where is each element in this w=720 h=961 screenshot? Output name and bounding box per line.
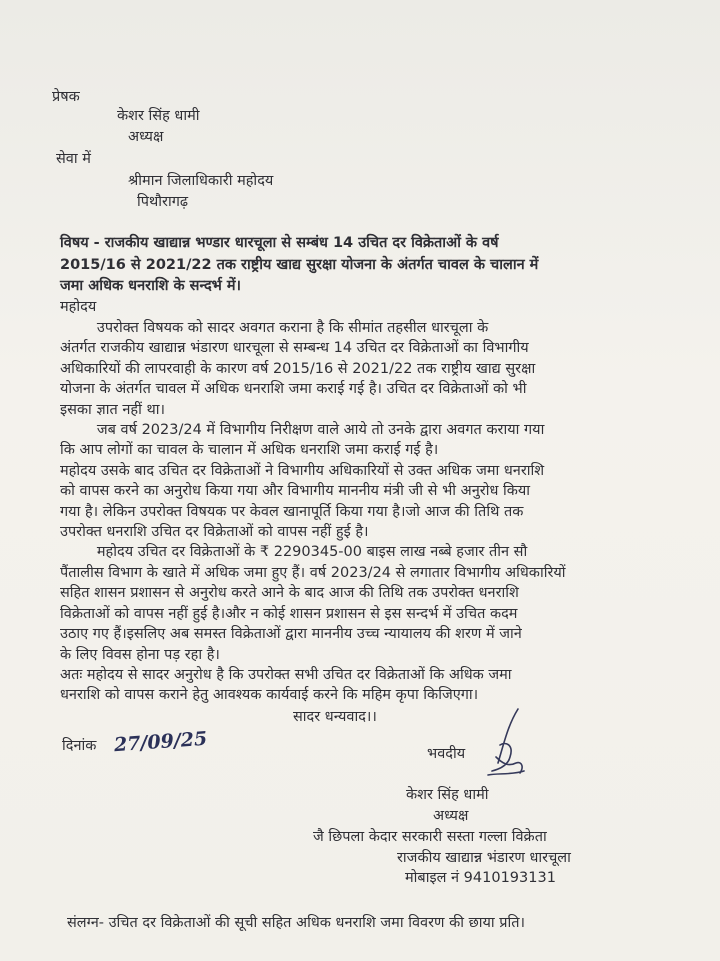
salutation: महोदय [60, 299, 97, 315]
body-line: महोदय उसके बाद उचित दर विक्रेताओं ने विभागीय अधिकारियों से उक्त अधिक जमा धनराशि [60, 462, 545, 479]
subject-line: जमा अधिक धनराशि के सन्दर्भ में। [60, 278, 242, 294]
recipient-name: श्रीमान जिलाधिकारी महोदय [128, 173, 274, 189]
date-label: दिनांक [62, 738, 97, 754]
body-line: के लिए विवस होना पड़ रहा है। [60, 646, 220, 663]
body-line: अधिकारियों की लापरवाही के कारण वर्ष 2015/16 से 2021/22 तक राष्ट्रीय खाद्य सुरक्षा [60, 360, 536, 377]
sender-title: अध्यक्ष [128, 129, 164, 145]
signature-image [478, 705, 538, 785]
body-line: इसका ज्ञात नहीं था। [60, 401, 165, 418]
subject-line: विषय - राजकीय खाद्यान्न भण्डार धारचूला से सम्बंध 14 उचित दर विक्रेताओं के वर्ष [60, 235, 499, 251]
body-line: उठाए गए हैं।इसलिए अब समस्त विक्रेताओं द्वारा माननीय उच्च न्यायालय की शरण में जाने [60, 626, 522, 643]
signer-mobile: मोबाइल नं 9410193131 [405, 870, 556, 886]
thanks: सादर धन्यवाद।। [293, 709, 377, 725]
body-line: को वापस करने का अनुरोध किया गया और विभागीय माननीय मंत्री जी से भी अनुरोध किया [60, 483, 531, 500]
body-line: योजना के अंतर्गत चावल में अधिक धनराशि जमा कराई गई है। उचित दर विक्रेताओं को भी [60, 381, 527, 398]
body-line: अतः महोदय से सादर अनुरोध है कि उपरोक्त सभी उचित दर विक्रेताओं कि अधिक जमा [60, 666, 512, 683]
sender-label: प्रेषक [52, 89, 80, 105]
letter-body [60, 318, 650, 706]
signer-unit: राजकीय खाद्यान्न भंडारण धारचूला [397, 850, 571, 866]
closing: भवदीय [427, 746, 466, 762]
sender-name: केशर सिंह धामी [117, 108, 200, 124]
body-line: विक्रेताओं को वापस नहीं हुई है।और न कोई शासन प्रशासन से इस सन्दर्भ में उचित कदम [60, 605, 518, 622]
body-line: गया है। लेकिन उपरोक्त विषयक पर केवल खानापूर्ति किया गया है।जो आज की तिथि तक [60, 503, 524, 520]
enclosure-note: संलग्न- उचित दर विक्रेताओं की सूची सहित अधिक धनराशि जमा विवरण की छाया प्रति। [67, 915, 526, 931]
body-line: धनराशि को वापस कराने हेतु आवश्यक कार्यवाई करने कि महिम कृपा किजिएगा। [60, 687, 479, 704]
body-line: अंतर्गत राजकीय खाद्यान्न भंडारण धारचूला से सम्बन्ध 14 उचित दर विक्रेताओं का विभागीय [60, 340, 529, 357]
body-line: उपरोक्त विषयक को सादर अवगत कराना है कि सीमांत तहसील धारचूला के [60, 320, 489, 336]
signer-name: केशर सिंह धामी [406, 787, 489, 803]
body-line: महोदय उचित दर विक्रेताओं के ₹ 2290345-00 बाइस लाख नब्बे हजार तीन सौ [60, 544, 528, 561]
subject-line: 2015/16 से 2021/22 तक राष्ट्रीय खाद्य सुरक्षा योजना के अंतर्गत चावल के चालान में [60, 257, 539, 273]
signer-organization: जै छिपला केदार सरकारी सस्ता गल्ला विक्रेता [313, 829, 547, 845]
body-line: उपरोक्त धनराशि उचित दर विक्रेताओं को वापस नहीं हुई है। [60, 524, 369, 541]
recipient-place: पिथौरागढ़ [137, 194, 189, 210]
signer-title: अध्यक्ष [433, 808, 469, 824]
body-line: कि आप लोगों का चावल के चालान में अधिक धनराशि जमा कराई गई है। [60, 442, 439, 459]
handwritten-date: 27/09/25 [113, 727, 208, 757]
body-line: जब वर्ष 2023/24 में विभागीय निरीक्षण वाले आये तो उनके द्वारा अवगत कराया गया [60, 422, 545, 439]
body-line: सहित शासन प्रशासन से अनुरोध करते आने के बाद आज की तिथि तक उपरोक्त धनराशि [60, 585, 519, 602]
body-line: पैंतालीस विभाग के खाते में अधिक जमा हुए हैं। वर्ष 2023/24 से लगातार विभागीय अधिकारियों [60, 564, 566, 581]
to-label: सेवा में [56, 151, 91, 167]
